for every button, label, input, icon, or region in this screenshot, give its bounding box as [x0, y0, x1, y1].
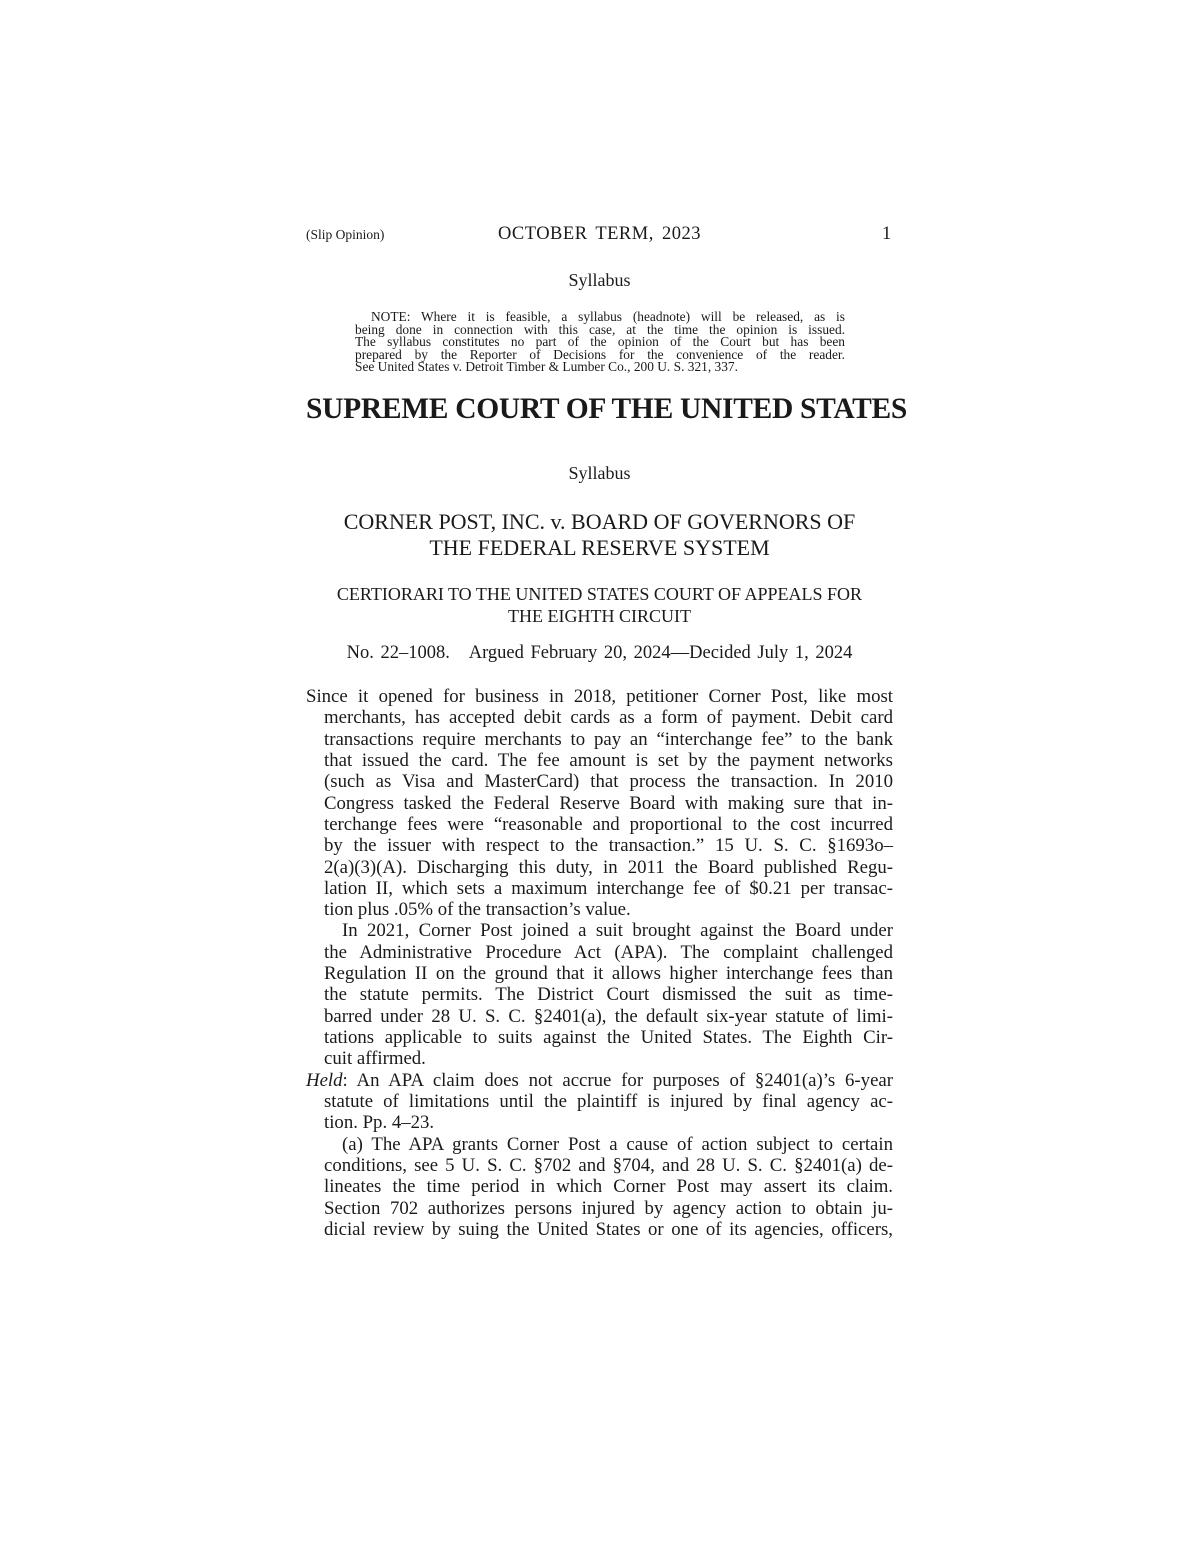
body-line: merchants, has accepted debit cards as a form of payment. Debit card [324, 707, 893, 729]
body-line: conditions, see 5 U. S. C. §702 and §704, and 28 U. S. C. §2401(a) de- [324, 1154, 893, 1176]
body-line: tion. Pp. 4–23. [324, 1112, 435, 1134]
body-line: that issued the card. The fee amount is set by the payment networks [324, 749, 893, 771]
body-line: transactions require merchants to pay an “interchange fee” to the bank [324, 728, 893, 750]
held-line [306, 1070, 893, 1091]
body-line: Section 702 authorizes persons injured by agency action to obtain ju- [324, 1197, 893, 1219]
certiorari-line [306, 583, 893, 627]
body-line: lation II, which sets a maximum interchange fee of $0.21 per transac- [324, 877, 893, 899]
body-line: Since it opened for business in 2018, petitioner Corner Post, like most [306, 686, 893, 707]
note-line: being done in connection with this case, at the time the opinion is issued. [355, 321, 845, 337]
note-line: The syllabus constitutes no part of the opinion of the Court but has been [355, 334, 845, 350]
body-line: cuit affirmed. [324, 1048, 426, 1070]
body-line: the statute permits. The District Court dismissed the suit as time- [324, 984, 893, 1006]
held-label: Held [306, 1069, 343, 1091]
body-line: lineates the time period in which Corner Post may assert its claim. [324, 1176, 893, 1198]
body-line: barred under 28 U. S. C. §2401(a), the default six-year statute of limi- [324, 1005, 893, 1027]
body-line: statute of limitations until the plaintiff is injured by final agency ac- [324, 1090, 893, 1112]
slip-opinion-label: (Slip Opinion) [306, 227, 385, 242]
body-line: by the issuer with respect to the transaction.” 15 U. S. C. §1693o– [324, 835, 893, 857]
body-line: In 2021, Corner Post joined a suit brought against the Board under [342, 920, 893, 942]
body-line: 2(a)(3)(A). Discharging this duty, in 2011 the Board published Regu- [324, 856, 893, 878]
certiorari-text: CERTIORARI TO THE UNITED STATES COURT OF APPEALS FOR [336, 584, 863, 604]
note-line: prepared by the Reporter of Decisions for the convenience of the reader. [355, 346, 845, 362]
syllabus-heading: Syllabus [568, 270, 631, 290]
case-title [306, 509, 893, 561]
term-heading: OCTOBER TERM, 2023 [498, 224, 701, 244]
note-line: NOTE: Where it is feasible, a syllabus (headnote) will be released, as is [371, 309, 845, 324]
note-line: See United States v. Detroit Timber & Lumber Co., 200 U. S. 321, 337. [355, 359, 738, 375]
body-line: tion plus .05% of the transaction’s value. [324, 899, 631, 921]
body-line: tations applicable to suits against the United States. The Eighth Cir- [324, 1027, 893, 1048]
body-line: (such as Visa and MasterCard) that process the transaction. In 2010 [324, 771, 893, 793]
docket-info: No. 22–1008. Argued February 20, 2024—Decided July 1, 2024 [346, 643, 853, 663]
body-line: the Administrative Procedure Act (APA). The complaint challenged [324, 941, 893, 963]
body-line: (a) The APA grants Corner Post a cause of action subject to certain [342, 1133, 893, 1155]
held-text: : An APA claim does not accrue for purposes of §2401(a)’s 6-year [342, 1069, 893, 1091]
case-title-line: THE FEDERAL RESERVE SYSTEM [429, 535, 770, 560]
case-title-line: CORNER POST, INC. v. BOARD OF GOVERNORS OF [343, 509, 856, 534]
body-line: terchange fees were “reasonable and proportional to the cost incurred [324, 813, 893, 835]
syllabus-note [355, 311, 845, 374]
body-line: dicial review by suing the United States or one of its agencies, officers, [324, 1218, 893, 1240]
court-title: SUPREME COURT OF THE UNITED STATES [306, 393, 908, 425]
body-line: Regulation II on the ground that it allows higher interchange fees than [324, 963, 893, 985]
body-line: Congress tasked the Federal Reserve Board with making sure that in- [324, 792, 893, 814]
syllabus-body [306, 686, 893, 1240]
certiorari-text: THE EIGHTH CIRCUIT [508, 606, 691, 626]
page-number: 1 [882, 224, 892, 244]
syllabus-subheading: Syllabus [568, 463, 631, 483]
